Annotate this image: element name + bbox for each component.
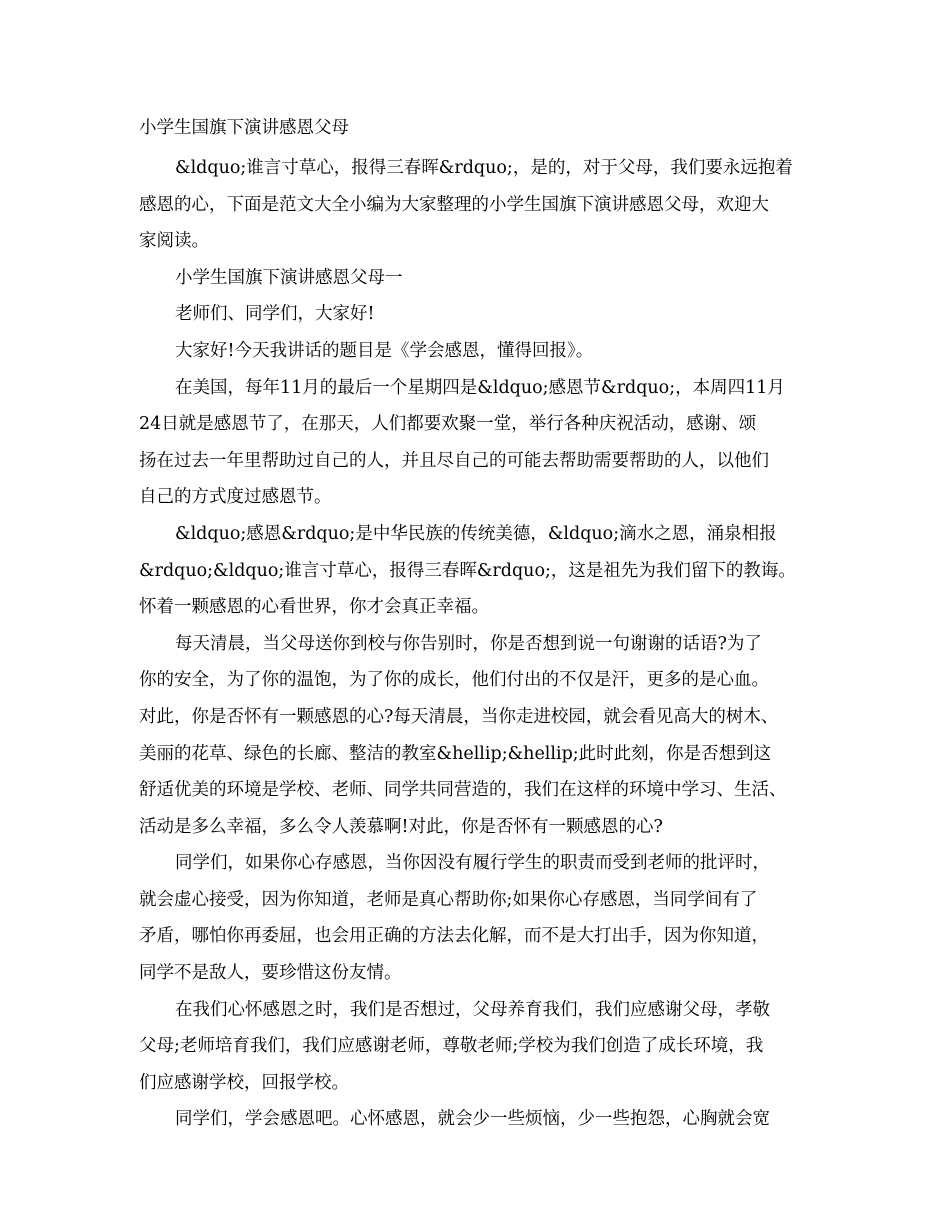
text-line: 舒适优美的环境是学校、老师、同学共同营造的，我们在这样的环境中学习、生活、 [139, 780, 787, 801]
text-line: 同学们，学会感恩吧。心怀感恩，就会少一些烦恼，少一些抱怨，心胸就会宽 [175, 1109, 770, 1130]
text-line: 活动是多么幸福，多么令人羡慕啊!对此，你是否怀有一颗感恩的心? [139, 816, 663, 837]
text-line: 同学不是敌人，要珍惜这份友情。 [139, 963, 402, 984]
paragraph [139, 992, 815, 1102]
text-line: 就会虚心接受，因为你知道，老师是真心帮助你;如果你心存感恩，当同学间有了 [139, 889, 758, 910]
text-line: 美丽的花草、绿色的长廊、整洁的教室&hellip;&hellip;此时此刻，你是否想到这 [139, 743, 772, 764]
paragraph [139, 296, 815, 333]
text-line: 怀着一颗感恩的心看世界，你才会真正幸福。 [139, 597, 489, 618]
paragraph [139, 845, 815, 991]
paragraph [139, 516, 815, 626]
text-line: 你的安全，为了你的温饱，为了你的成长，他们付出的不仅是汗，更多的是心血。 [139, 670, 769, 691]
text-line: 自己的方式度过感恩节。 [139, 487, 332, 508]
paragraph [139, 1101, 815, 1138]
text-line: 们应感谢学校，回报学校。 [139, 1072, 349, 1093]
paragraph [139, 626, 815, 846]
text-line: 每天清晨，当父母送你到校与你告别时，你是否想到说一句谢谢的话语?为了 [175, 633, 762, 654]
text-line: 父母;老师培育我们，我们应感谢老师，尊敬老师;学校为我们创造了成长环境，我 [139, 1036, 764, 1057]
text-line: &ldquo;感恩&rdquo;是中华民族的传统美德，&ldquo;滴水之恩，涌泉相报 [175, 523, 777, 544]
paragraph [139, 150, 815, 260]
text-line: &ldquo;谁言寸草心，报得三春晖&rdquo;，是的，对于父母，我们要永远抱着 [175, 158, 793, 178]
paragraph [139, 333, 815, 370]
text-line: 扬在过去一年里帮助过自己的人，并且尽自己的可能去帮助需要帮助的人，以他们 [139, 450, 769, 471]
text-line: 大家好!今天我讲话的题目是《学会感恩，懂得回报》。 [175, 340, 594, 361]
document-body [139, 114, 815, 1138]
text-line: 小学生国旗下演讲感恩父母一 [175, 267, 403, 288]
text-line: 在我们心怀感恩之时，我们是否想过，父母养育我们，我们应感谢父母，孝敬 [175, 999, 770, 1020]
paragraph [139, 260, 815, 297]
text-line: &rdquo;&ldquo;谁言寸草心，报得三春晖&rdquo;，这是祖先为我们留下的教诲。 [139, 560, 796, 581]
text-line: 在美国，每年11月的最后一个星期四是&ldquo;感恩节&rdquo;，本周四11月 [175, 377, 785, 398]
text-line: 同学们，如果你心存感恩，当你因没有履行学生的职责而受到老师的批评时， [175, 853, 770, 874]
text-line: 对此，你是否怀有一颗感恩的心?每天清晨，当你走进校园，就会看见高大的树木、 [139, 706, 779, 727]
text-line: 矛盾，哪怕你再委屈，也会用正确的方法去化解，而不是大打出手，因为你知道， [139, 926, 769, 947]
text-line: 家阅读。 [139, 231, 209, 252]
text-line: 24日就是感恩节了，在那天，人们都要欢聚一堂，举行各种庆祝活动，感谢、颂 [139, 414, 757, 435]
document-title: 小学生国旗下演讲感恩父母 [139, 118, 349, 138]
paragraph-list [139, 150, 815, 1138]
paragraph [139, 370, 815, 516]
text-line: 老师们、同学们，大家好! [175, 304, 375, 325]
text-line: 感恩的心，下面是范文大全小编为大家整理的小学生国旗下演讲感恩父母，欢迎大 [139, 194, 769, 215]
